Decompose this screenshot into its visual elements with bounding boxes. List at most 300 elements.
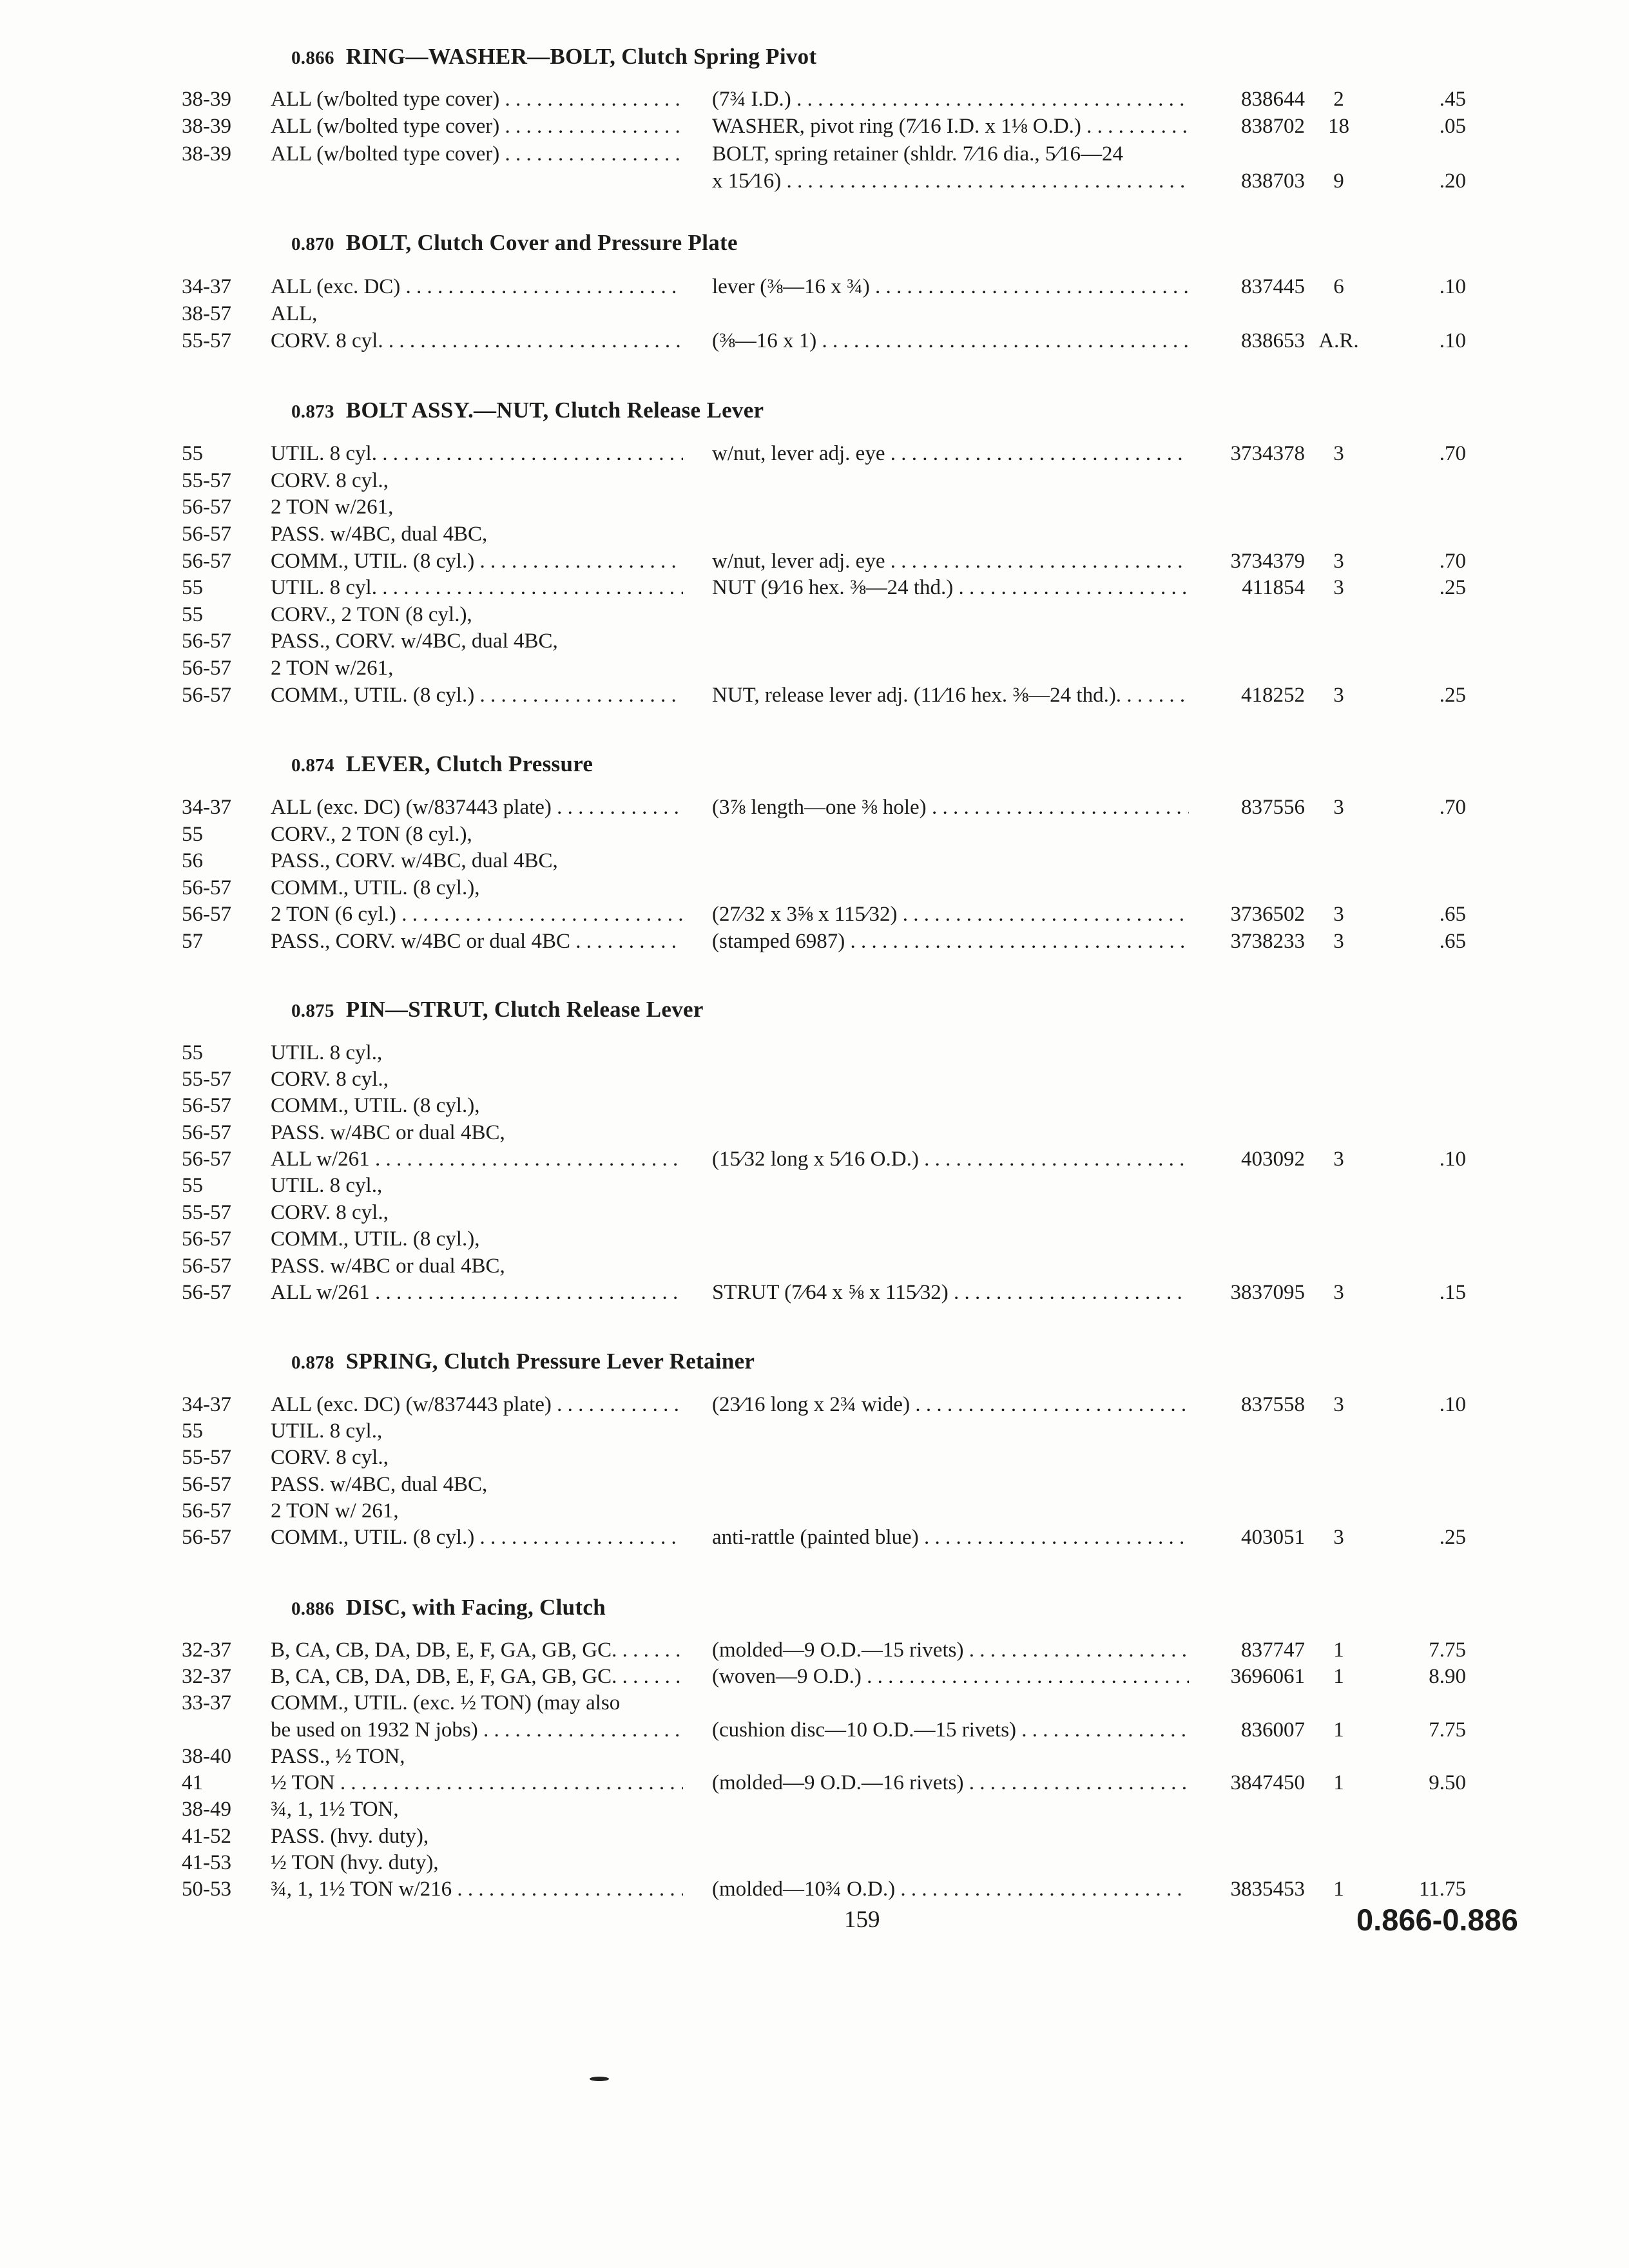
price-cell: .65 (1439, 930, 1466, 953)
model-text: CORV., 2 TON (8 cyl.), (271, 603, 472, 626)
description-text: BOLT, spring retainer (shldr. 7⁄16 dia., 5⁄16—24 (712, 142, 1123, 166)
model-cell (271, 1094, 683, 1118)
section-title: BOLT ASSY.—NUT, Clutch Release Lever (345, 398, 764, 423)
quantity-cell: 3 (1333, 1526, 1344, 1549)
model-cell (271, 469, 683, 493)
price-cell: .70 (1439, 550, 1466, 573)
description-cell (712, 142, 1189, 166)
description-cell (712, 796, 1189, 820)
description-text: (molded—10¾ O.D.) (712, 1878, 896, 1901)
year-cell: 32-37 (182, 1665, 231, 1688)
table-row (0, 930, 1629, 957)
model-cell (271, 1878, 683, 1901)
price-cell: 9.50 (1429, 1771, 1466, 1794)
model-cell (271, 442, 683, 466)
year-cell: 33-37 (182, 1691, 231, 1715)
model-text: COMM., UTIL. (8 cyl.) (271, 684, 475, 707)
price-cell: .20 (1439, 169, 1466, 193)
quantity-cell: 1 (1333, 1771, 1344, 1794)
model-text: PASS. w/4BC, dual 4BC, (271, 523, 488, 546)
table-row (0, 1174, 1629, 1201)
quantity-cell: 9 (1333, 169, 1344, 193)
table-row (0, 1068, 1629, 1095)
year-cell: 38-39 (182, 115, 231, 138)
quantity-cell: 3 (1333, 1148, 1344, 1171)
description-cell (712, 329, 1189, 353)
model-cell (271, 1201, 683, 1225)
description-text: (woven—9 O.D.) (712, 1665, 862, 1688)
year-cell: 56-57 (182, 1094, 231, 1117)
description-cell (712, 930, 1189, 954)
year-cell: 55-57 (182, 1201, 231, 1224)
description-text: w/nut, lever adj. eye (712, 550, 885, 573)
year-cell: 34-37 (182, 796, 231, 819)
description-text: lever (⅜—16 x ¾) (712, 275, 870, 298)
part-number-cell: 3734379 (1230, 550, 1305, 573)
model-text: CORV. 8 cyl., (271, 469, 389, 492)
year-cell: 56-57 (182, 876, 231, 899)
part-number-cell: 418252 (1241, 684, 1305, 707)
table-row (0, 1254, 1629, 1282)
model-cell (271, 275, 683, 299)
quantity-cell: 3 (1333, 442, 1344, 465)
price-cell: .15 (1439, 1281, 1466, 1304)
description-cell (712, 1718, 1189, 1742)
model-text: ALL (exc. DC) (271, 275, 401, 298)
description-cell (712, 169, 1189, 193)
year-cell: 38-40 (182, 1745, 231, 1768)
description-cell (712, 1878, 1189, 1901)
year-cell: 56-57 (182, 1473, 231, 1496)
model-text: ¾, 1, 1½ TON w/216 (271, 1878, 452, 1901)
model-cell (271, 88, 683, 111)
table-row (0, 796, 1629, 823)
price-cell: 11.75 (1418, 1878, 1466, 1901)
price-cell: .10 (1439, 275, 1466, 298)
model-cell (271, 142, 683, 166)
page-number: 159 (844, 1907, 880, 1933)
model-text: UTIL. 8 cyl. (271, 576, 377, 599)
model-text: PASS., CORV. w/4BC, dual 4BC, (271, 849, 558, 872)
description-cell (712, 550, 1189, 573)
description-cell (712, 88, 1189, 111)
model-text: PASS., ½ TON, (271, 1745, 405, 1768)
model-cell (271, 1068, 683, 1091)
model-text: CORV. 8 cyl., (271, 1068, 389, 1091)
table-row (0, 1745, 1629, 1772)
description-text: x 15⁄16) (712, 169, 782, 193)
quantity-cell: 3 (1333, 684, 1344, 707)
quantity-cell: 3 (1333, 550, 1344, 573)
description-cell (712, 1771, 1189, 1795)
model-cell (271, 603, 683, 627)
table-row (0, 88, 1629, 115)
model-text: PASS. w/4BC or dual 4BC, (271, 1121, 505, 1144)
table-row (0, 142, 1629, 169)
model-cell (271, 903, 683, 927)
part-number-cell: 837556 (1241, 796, 1305, 819)
table-row (0, 1718, 1629, 1745)
model-text: ¾, 1, 1½ TON, (271, 1798, 399, 1821)
model-cell (271, 1771, 683, 1795)
model-text: ALL (w/bolted type cover) (271, 115, 500, 138)
model-cell (271, 115, 683, 139)
model-text: COMM., UTIL. (8 cyl.), (271, 1094, 480, 1117)
table-row (0, 1201, 1629, 1228)
model-text: COMM., UTIL. (8 cyl.), (271, 1227, 480, 1251)
part-number-cell: 838644 (1241, 88, 1305, 111)
table-row (0, 849, 1629, 876)
section-number: 0.886 (291, 1599, 334, 1619)
model-cell (271, 1745, 683, 1769)
table-row (0, 657, 1629, 684)
year-cell: 56-57 (182, 1121, 231, 1144)
quantity-cell: 1 (1333, 1718, 1344, 1742)
description-cell (712, 1148, 1189, 1171)
model-text: COMM., UTIL. (8 cyl.) (271, 1526, 475, 1549)
section-heading (291, 997, 704, 1023)
part-number-cell: 837558 (1241, 1393, 1305, 1416)
model-text: ALL (exc. DC) (w/837443 plate) (271, 796, 552, 819)
year-cell: 41-53 (182, 1851, 231, 1874)
year-cell: 38-57 (182, 302, 231, 325)
model-cell (271, 796, 683, 820)
model-cell (271, 1691, 683, 1715)
year-cell: 55-57 (182, 1068, 231, 1091)
quantity-cell: 3 (1333, 1393, 1344, 1416)
year-cell: 56-57 (182, 684, 231, 707)
table-row (0, 903, 1629, 930)
description-text: (⅜—16 x 1) (712, 329, 817, 352)
description-cell (712, 684, 1189, 707)
model-text: 2 TON w/ 261, (271, 1499, 399, 1523)
model-text: ALL w/261 (271, 1148, 370, 1171)
table-row (0, 1446, 1629, 1473)
model-text: UTIL. 8 cyl., (271, 1419, 383, 1443)
price-cell: .70 (1439, 796, 1466, 819)
quantity-cell: 3 (1333, 903, 1344, 926)
section-number: 0.866 (291, 48, 334, 68)
model-text: ALL w/261 (271, 1281, 370, 1304)
year-cell: 55-57 (182, 469, 231, 492)
year-cell: 55 (182, 442, 203, 465)
quantity-cell: 2 (1333, 88, 1344, 111)
table-row (0, 1665, 1629, 1692)
table-row (0, 1851, 1629, 1878)
year-cell: 56-57 (182, 550, 231, 573)
model-cell (271, 629, 683, 653)
quantity-cell: A.R. (1318, 329, 1359, 352)
year-cell: 55 (182, 823, 203, 846)
table-row (0, 1094, 1629, 1121)
model-text: ½ TON (271, 1771, 335, 1794)
year-cell: 56-57 (182, 495, 231, 519)
description-text: NUT, release lever adj. (11⁄16 hex. ⅜—24 thd.). (712, 684, 1122, 707)
table-row (0, 1281, 1629, 1308)
model-text: ALL (w/bolted type cover) (271, 88, 500, 111)
model-cell (271, 1393, 683, 1417)
price-cell: .10 (1439, 1393, 1466, 1416)
model-cell (271, 657, 683, 680)
year-cell: 56-57 (182, 629, 231, 653)
model-text: be used on 1932 N jobs) (271, 1718, 478, 1742)
year-cell: 55 (182, 1041, 203, 1064)
description-text: anti-rattle (painted blue) (712, 1526, 919, 1549)
table-row (0, 275, 1629, 302)
description-text: STRUT (7⁄64 x ⅝ x 115⁄32) (712, 1281, 949, 1304)
description-cell (712, 1639, 1189, 1662)
part-number-cell: 836007 (1241, 1718, 1305, 1742)
year-cell: 55 (182, 1419, 203, 1443)
model-cell (271, 1825, 683, 1849)
description-text: (cushion disc—10 O.D.—15 rivets) (712, 1718, 1017, 1742)
part-number-cell: 411854 (1242, 576, 1305, 599)
model-cell (271, 1174, 683, 1198)
model-text: UTIL. 8 cyl., (271, 1041, 383, 1064)
year-cell: 41-52 (182, 1825, 231, 1848)
part-number-cell: 3837095 (1230, 1281, 1305, 1304)
part-number-cell: 3835453 (1230, 1878, 1305, 1901)
model-text: PASS. w/4BC or dual 4BC, (271, 1254, 505, 1278)
price-cell: .05 (1439, 115, 1466, 138)
description-cell (712, 275, 1189, 299)
model-text: B, CA, CB, DA, DB, E, F, GA, GB, GC. . (271, 1639, 628, 1662)
model-text: ALL (w/bolted type cover) (271, 142, 500, 166)
year-cell: 38-39 (182, 142, 231, 166)
table-row (0, 576, 1629, 603)
price-cell: .65 (1439, 903, 1466, 926)
quantity-cell: 6 (1333, 275, 1344, 298)
table-row (0, 329, 1629, 356)
section-title: RING—WASHER—BOLT, Clutch Spring Pivot (345, 44, 817, 69)
model-cell (271, 1254, 683, 1278)
table-row (0, 1771, 1629, 1798)
year-cell: 56-57 (182, 1227, 231, 1251)
description-text: (molded—9 O.D.—15 rivets) (712, 1639, 964, 1662)
model-cell (271, 1121, 683, 1145)
price-cell: .70 (1439, 442, 1466, 465)
year-cell: 56-57 (182, 523, 231, 546)
year-cell: 55 (182, 576, 203, 599)
year-cell: 56-57 (182, 1526, 231, 1549)
model-cell (271, 876, 683, 900)
price-cell: 7.75 (1429, 1718, 1466, 1742)
table-row (0, 1499, 1629, 1526)
description-text: (3⅞ length—one ⅜ hole) (712, 796, 927, 819)
part-number-cell: 403051 (1241, 1526, 1305, 1549)
description-cell (712, 115, 1189, 139)
table-row (0, 1878, 1629, 1905)
model-text: 2 TON w/261, (271, 495, 394, 519)
model-cell (271, 1665, 683, 1689)
model-text: ½ TON (hvy. duty), (271, 1851, 439, 1874)
section-number: 0.878 (291, 1352, 334, 1373)
year-cell: 56-57 (182, 903, 231, 926)
page-range: 0.866-0.886 (1356, 1903, 1518, 1937)
part-number-cell: 838703 (1241, 169, 1305, 193)
quantity-cell: 1 (1333, 1878, 1344, 1901)
table-row (0, 1639, 1629, 1666)
quantity-cell: 3 (1333, 930, 1344, 953)
table-row (0, 1473, 1629, 1500)
model-text: ALL, (271, 302, 318, 325)
table-row (0, 1227, 1629, 1254)
section-number: 0.873 (291, 401, 334, 422)
section-title: PIN—STRUT, Clutch Release Lever (345, 997, 704, 1022)
table-row (0, 169, 1629, 197)
price-cell: .10 (1439, 1148, 1466, 1171)
table-row (0, 684, 1629, 711)
table-row (0, 1148, 1629, 1175)
quantity-cell: 3 (1333, 796, 1344, 819)
description-cell (712, 576, 1189, 600)
description-text: (15⁄32 long x 5⁄16 O.D.) (712, 1148, 919, 1171)
quantity-cell: 1 (1333, 1639, 1344, 1662)
model-cell (271, 302, 683, 326)
table-row (0, 1691, 1629, 1718)
section-heading (291, 44, 816, 70)
model-text: B, CA, CB, DA, DB, E, F, GA, GB, GC. . (271, 1665, 628, 1688)
year-cell: 56 (182, 849, 203, 872)
quantity-cell: 3 (1333, 1281, 1344, 1304)
year-cell: 34-37 (182, 275, 231, 298)
model-cell (271, 329, 683, 353)
model-cell (271, 1851, 683, 1875)
table-row (0, 469, 1629, 496)
table-row (0, 876, 1629, 903)
model-cell (271, 523, 683, 546)
model-cell (271, 1526, 683, 1550)
model-cell (271, 1718, 683, 1742)
description-cell (712, 442, 1189, 466)
model-text: PASS., CORV. w/4BC or dual 4BC (271, 930, 570, 953)
year-cell: 57 (182, 930, 203, 953)
table-row (0, 550, 1629, 577)
model-cell (271, 576, 683, 600)
section-number: 0.870 (291, 234, 334, 255)
model-cell (271, 1499, 683, 1523)
section-heading (291, 1349, 755, 1374)
table-row (0, 823, 1629, 850)
section-title: SPRING, Clutch Pressure Lever Retainer (345, 1349, 755, 1374)
year-cell: 56-57 (182, 1499, 231, 1523)
description-text: (23⁄16 long x 2¾ wide) (712, 1393, 911, 1416)
part-number-cell: 403092 (1241, 1148, 1305, 1171)
model-text: CORV. 8 cyl. (271, 329, 383, 352)
part-number-cell: 3847450 (1230, 1771, 1305, 1794)
description-cell (712, 1281, 1189, 1305)
table-row (0, 629, 1629, 657)
year-cell: 32-37 (182, 1639, 231, 1662)
price-cell: 8.90 (1429, 1665, 1466, 1688)
price-cell: .25 (1439, 576, 1466, 599)
model-text: COMM., UTIL. (8 cyl.), (271, 876, 480, 899)
model-text: CORV. 8 cyl., (271, 1446, 389, 1469)
model-text: PASS., CORV. w/4BC, dual 4BC, (271, 629, 558, 653)
model-cell (271, 1227, 683, 1251)
year-cell: 55 (182, 1174, 203, 1197)
model-text: UTIL. 8 cyl., (271, 1174, 383, 1197)
part-number-cell: 3738233 (1230, 930, 1305, 953)
section-heading (291, 230, 738, 256)
year-cell: 41 (182, 1771, 203, 1794)
model-cell (271, 930, 683, 954)
year-cell: 56-57 (182, 657, 231, 680)
table-row (0, 1526, 1629, 1553)
year-cell: 55-57 (182, 329, 231, 352)
table-row (0, 1041, 1629, 1068)
section-title: LEVER, Clutch Pressure (345, 751, 593, 776)
price-cell: .45 (1439, 88, 1466, 111)
print-mark (590, 2077, 609, 2081)
model-cell (271, 1446, 683, 1470)
table-row (0, 115, 1629, 142)
price-cell: .10 (1439, 329, 1466, 352)
year-cell: 38-39 (182, 88, 231, 111)
table-row (0, 302, 1629, 329)
part-number-cell: 3736502 (1230, 903, 1305, 926)
year-cell: 38-49 (182, 1798, 231, 1821)
model-text: COMM., UTIL. (8 cyl.) (271, 550, 475, 573)
model-cell (271, 495, 683, 519)
part-number-cell: 837747 (1241, 1639, 1305, 1662)
section-heading (291, 1595, 606, 1620)
description-text: w/nut, lever adj. eye (712, 442, 885, 465)
model-text: ALL (exc. DC) (w/837443 plate) (271, 1393, 552, 1416)
year-cell: 56-57 (182, 1254, 231, 1278)
description-text: WASHER, pivot ring (7⁄16 I.D. x 1⅛ O.D.) (712, 115, 1081, 138)
model-text: 2 TON w/261, (271, 657, 394, 680)
section-heading (291, 398, 764, 423)
part-number-cell: 3696061 (1230, 1665, 1305, 1688)
price-cell: .25 (1439, 684, 1466, 707)
year-cell: 56-57 (182, 1148, 231, 1171)
table-row (0, 1798, 1629, 1825)
table-row (0, 1393, 1629, 1420)
price-cell: .25 (1439, 1526, 1466, 1549)
table-row (0, 1825, 1629, 1852)
model-cell (271, 1639, 683, 1662)
section-heading (291, 751, 593, 777)
model-cell (271, 849, 683, 873)
description-cell (712, 1393, 1189, 1417)
price-cell: 7.75 (1429, 1639, 1466, 1662)
quantity-cell: 1 (1333, 1665, 1344, 1688)
model-text: PASS. w/4BC, dual 4BC, (271, 1473, 488, 1496)
year-cell: 50-53 (182, 1878, 231, 1901)
model-cell (271, 823, 683, 847)
description-text: (stamped 6987) (712, 930, 845, 953)
model-cell (271, 1798, 683, 1821)
part-number-cell: 837445 (1241, 275, 1305, 298)
model-text: UTIL. 8 cyl. (271, 442, 377, 465)
year-cell: 55-57 (182, 1446, 231, 1469)
year-cell: 55 (182, 603, 203, 626)
description-text: (molded—9 O.D.—16 rivets) (712, 1771, 964, 1794)
description-cell (712, 903, 1189, 927)
quantity-cell: 18 (1328, 115, 1349, 138)
model-text: CORV. 8 cyl., (271, 1201, 389, 1224)
model-cell (271, 1419, 683, 1443)
model-cell (271, 1041, 683, 1065)
year-cell: 34-37 (182, 1393, 231, 1416)
part-number-cell: 838702 (1241, 115, 1305, 138)
table-row (0, 442, 1629, 469)
model-text: COMM., UTIL. (exc. ½ TON) (may also (271, 1691, 621, 1715)
description-text: NUT (9⁄16 hex. ⅜—24 thd.) (712, 576, 954, 599)
part-number-cell: 838653 (1241, 329, 1305, 352)
model-text: 2 TON (6 cyl.) (271, 903, 396, 926)
